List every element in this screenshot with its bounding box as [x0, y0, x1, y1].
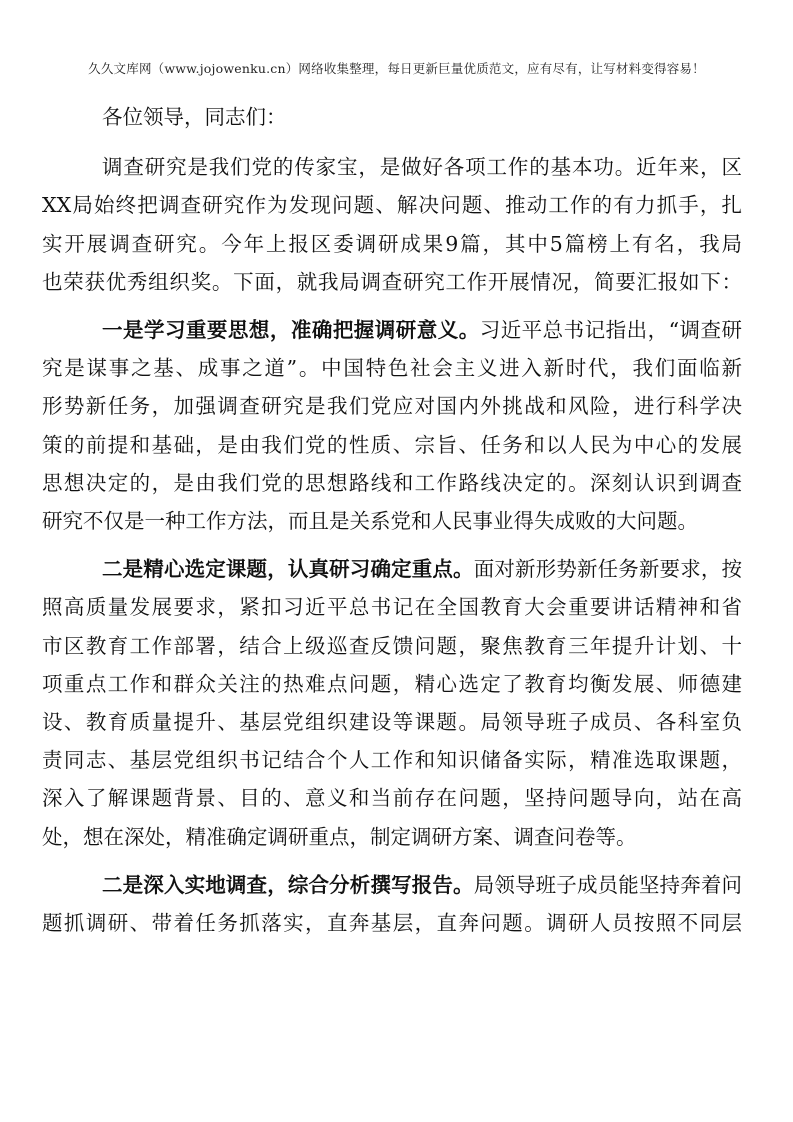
section-2-heading: 二是精心选定课题，认真研习确定重点。: [102, 557, 474, 582]
section-1-line: 研究不仅是一种工作方法，而且是关系党和人民事业得失成败的大问题。: [42, 509, 698, 534]
section-2-line: 市区教育工作部署，结合上级巡查反馈问题，聚焦教育三年提升计划、十: [42, 633, 742, 658]
section-3-first-line-text: 局领导班子成员能坚持奔着问: [473, 872, 743, 897]
document-body: [42, 98, 743, 952]
section-1-line: 形势新任务，加强调查研究是我们党应对国内外挑战和风险，进行科学决: [42, 394, 742, 419]
section-3-line: 题抓调研、带着任务抓落实，直奔基层，直奔问题。调研人员按照不同层: [42, 911, 742, 936]
section-3-first-line: [102, 866, 742, 904]
page-header-watermark: 久久文库网（www.jojowenku.cn）网络收集整理，每日更新巨量优质范文，应有尽有，让写材料变得容易！: [88, 61, 705, 76]
section-2-line: 深入了解课题背景、目的、意义和当前存在问题，坚持问题导向，站在高: [42, 786, 742, 811]
section-2-line: 责同志、基层党组织书记结合个人工作和知识储备实际，精准选取课题，: [42, 748, 742, 773]
section-1-first-line: [102, 311, 742, 349]
section-2-line: 项重点工作和群众关注的热难点问题，精心选定了教育均衡发展、师德建: [42, 671, 742, 696]
intro-line-2: XX局始终把调查研究作为发现问题、解决问题、推动工作的有力抓手，扎: [42, 193, 742, 218]
section-1-line: 思想决定的，是由我们党的思想路线和工作路线决定的。深刻认识到调查: [42, 470, 742, 495]
section-2-first-line-text: 面对新形势新任务新要求，按: [473, 557, 743, 582]
section-3-paragraph: [42, 866, 743, 942]
section-1-heading: 一是学习重要思想，准确把握调研意义。: [102, 318, 480, 343]
section-1-paragraph: [42, 311, 743, 540]
section-2-line: 照高质量发展要求，紧扣习近平总书记在全国教育大会重要讲话精神和省: [42, 595, 742, 620]
section-2-line: 处，想在深处，精准确定调研重点，制定调研方案、调查问卷等。: [42, 824, 637, 849]
section-1-first-line-text: 习近平总书记指出，“调查研: [479, 318, 743, 343]
section-2-paragraph: [42, 550, 743, 856]
intro-line-3: 实开展调查研究。今年上报区委调研成果9篇，其中5篇榜上有名，我局: [42, 231, 742, 256]
intro-line-1: 调查研究是我们党的传家宝，是做好各项工作的基本功。近年来，区: [102, 155, 742, 180]
section-2-line: 设、教育质量提升、基层党组织建设等课题。局领导班子成员、各科室负: [42, 710, 742, 735]
intro-line-4: 也荣获优秀组织奖。下面，就我局调查研究工作开展情况，简要汇报如下：: [42, 269, 742, 294]
section-1-line: 策的前提和基础，是由我们党的性质、宗旨、任务和以人民为中心的发展: [42, 432, 742, 457]
section-2-first-line: [102, 550, 742, 588]
section-1-line: 究是谋事之基、成事之道”。中国特色社会主义进入新时代，我们面临新: [42, 356, 742, 381]
salutation: 各位领导，同志们：: [102, 105, 287, 129]
section-3-heading: 二是深入实地调查，综合分析撰写报告。: [102, 872, 474, 897]
intro-paragraph: [42, 148, 742, 301]
